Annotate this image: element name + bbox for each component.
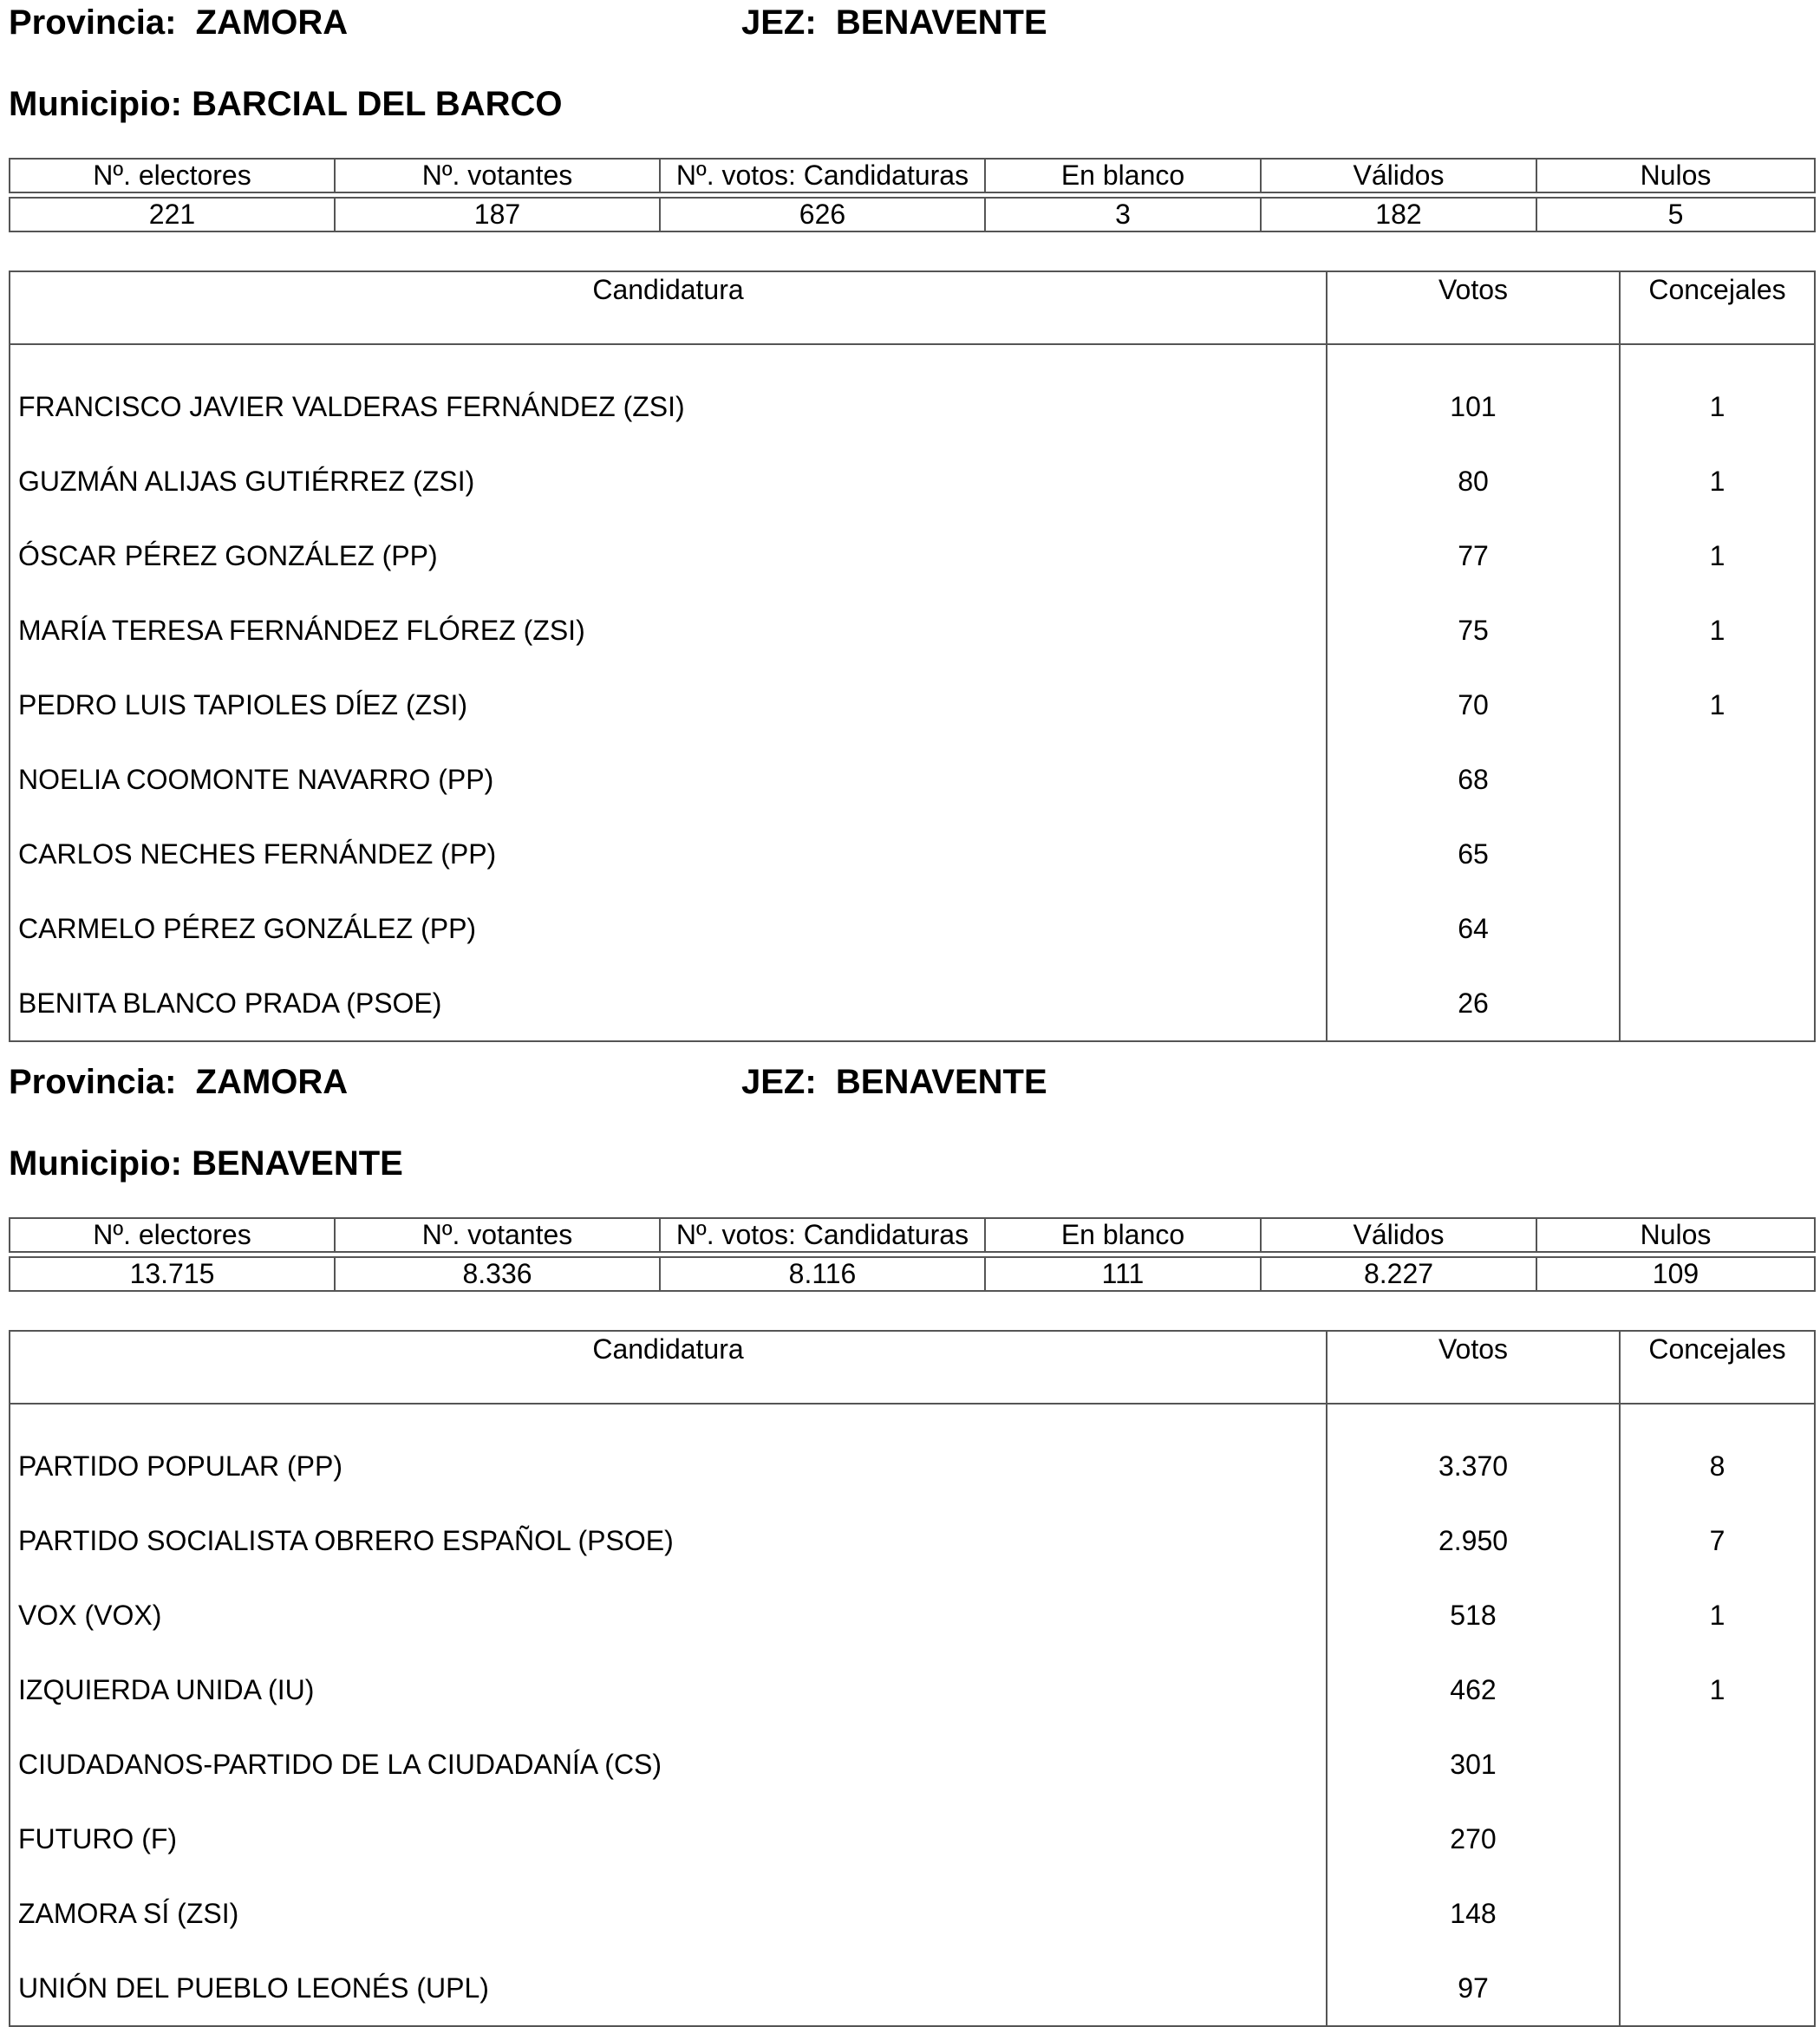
candidate-votes: 77	[1327, 518, 1620, 593]
table-row	[10, 1727, 1815, 1802]
candidate-votes: 75	[1327, 593, 1620, 668]
table-row	[10, 1876, 1815, 1951]
table-row	[10, 817, 1815, 891]
candidate-seats	[1620, 1876, 1815, 1951]
candidate-name: VOX (VOX)	[10, 1578, 1327, 1652]
candidate-seats: 1	[1620, 444, 1815, 518]
header-candidatura: Candidatura	[10, 271, 1327, 344]
stats-value-en-blanco: 3	[985, 198, 1261, 231]
candidate-votes: 68	[1327, 742, 1620, 817]
candidate-seats	[1620, 966, 1815, 1041]
municipio-value: BARCIAL DEL BARCO	[192, 85, 563, 123]
candidate-seats: 1	[1620, 1578, 1815, 1652]
candidate-name: BENITA BLANCO PRADA (PSOE)	[10, 966, 1327, 1041]
candidate-votes: 3.370	[1327, 1404, 1620, 1503]
municipio-value: BENAVENTE	[192, 1144, 403, 1183]
header-candidatura: Candidatura	[10, 1331, 1327, 1404]
stats-header-votos-candidaturas: Nº. votos: Candidaturas	[660, 159, 985, 192]
table-row	[10, 1503, 1815, 1578]
candidate-votes: 97	[1327, 1951, 1620, 2026]
provincia-heading	[9, 1065, 348, 1099]
stats-header-electores: Nº. electores	[10, 159, 335, 192]
table-row	[10, 444, 1815, 518]
candidate-name: PARTIDO POPULAR (PP)	[10, 1404, 1327, 1503]
candidate-name: IZQUIERDA UNIDA (IU)	[10, 1652, 1327, 1727]
table-row	[10, 742, 1815, 817]
municipio-heading	[9, 87, 563, 121]
municipio-label: Municipio:	[9, 1144, 182, 1183]
candidate-seats: 7	[1620, 1503, 1815, 1578]
candidate-seats	[1620, 891, 1815, 966]
jez-value: BENAVENTE	[835, 3, 1047, 42]
stats-header-votantes: Nº. votantes	[335, 159, 660, 192]
stats-value-nulos: 5	[1536, 198, 1815, 231]
provincia-label: Provincia:	[9, 1063, 177, 1101]
table-row	[10, 593, 1815, 668]
stats-value-validos: 8.227	[1261, 1257, 1536, 1291]
municipio-heading	[9, 1146, 403, 1181]
candidate-seats	[1620, 742, 1815, 817]
stats-header-validos: Válidos	[1261, 159, 1536, 192]
candidates-header-row	[10, 1331, 1815, 1404]
candidate-votes: 101	[1327, 344, 1620, 444]
candidate-votes: 65	[1327, 817, 1620, 891]
stats-value-electores: 221	[10, 198, 335, 231]
candidate-name: CARMELO PÉREZ GONZÁLEZ (PP)	[10, 891, 1327, 966]
provincia-label: Provincia:	[9, 3, 177, 42]
jez-value: BENAVENTE	[835, 1063, 1047, 1101]
table-row	[10, 1652, 1815, 1727]
table-row	[10, 518, 1815, 593]
stats-header-electores: Nº. electores	[10, 1218, 335, 1252]
stats-value-row	[10, 1257, 1815, 1291]
candidate-name: FRANCISCO JAVIER VALDERAS FERNÁNDEZ (ZSI)	[10, 344, 1327, 444]
jez-heading	[741, 1065, 1047, 1099]
header-concejales: Concejales	[1620, 271, 1815, 344]
stats-header-en-blanco: En blanco	[985, 159, 1261, 192]
stats-header-row	[10, 1218, 1815, 1252]
stats-value-votantes: 8.336	[335, 1257, 660, 1291]
candidate-seats: 1	[1620, 344, 1815, 444]
candidate-name: UNIÓN DEL PUEBLO LEONÉS (UPL)	[10, 1951, 1327, 2026]
stats-table	[9, 1217, 1816, 1292]
table-row	[10, 1578, 1815, 1652]
candidate-votes: 26	[1327, 966, 1620, 1041]
header-votos: Votos	[1327, 271, 1620, 344]
candidate-seats: 1	[1620, 1652, 1815, 1727]
stats-value-row	[10, 198, 1815, 231]
candidates-table	[9, 1330, 1816, 2027]
stats-value-votos-candidaturas: 8.116	[660, 1257, 985, 1291]
candidate-seats	[1620, 1951, 1815, 2026]
provincia-heading	[9, 5, 348, 40]
stats-value-electores: 13.715	[10, 1257, 335, 1291]
jez-label: JEZ:	[741, 3, 817, 42]
candidate-name: PARTIDO SOCIALISTA OBRERO ESPAÑOL (PSOE)	[10, 1503, 1327, 1578]
jez-label: JEZ:	[741, 1063, 817, 1101]
candidates-header-row	[10, 271, 1815, 344]
candidate-votes: 462	[1327, 1652, 1620, 1727]
candidate-seats: 1	[1620, 593, 1815, 668]
stats-value-en-blanco: 111	[985, 1257, 1261, 1291]
candidate-name: CARLOS NECHES FERNÁNDEZ (PP)	[10, 817, 1327, 891]
stats-value-nulos: 109	[1536, 1257, 1815, 1291]
stats-header-nulos: Nulos	[1536, 159, 1815, 192]
table-row	[10, 1951, 1815, 2026]
stats-header-votos-candidaturas: Nº. votos: Candidaturas	[660, 1218, 985, 1252]
header-concejales: Concejales	[1620, 1331, 1815, 1404]
stats-header-votantes: Nº. votantes	[335, 1218, 660, 1252]
candidate-votes: 270	[1327, 1802, 1620, 1876]
header-votos: Votos	[1327, 1331, 1620, 1404]
stats-value-validos: 182	[1261, 198, 1536, 231]
table-row	[10, 966, 1815, 1041]
candidate-votes: 518	[1327, 1578, 1620, 1652]
candidate-seats	[1620, 817, 1815, 891]
candidate-name: CIUDADANOS-PARTIDO DE LA CIUDADANÍA (CS)	[10, 1727, 1327, 1802]
stats-value-votos-candidaturas: 626	[660, 198, 985, 231]
candidate-seats: 8	[1620, 1404, 1815, 1503]
candidates-table	[9, 270, 1816, 1042]
stats-value-votantes: 187	[335, 198, 660, 231]
candidate-seats	[1620, 1802, 1815, 1876]
municipio-label: Municipio:	[9, 85, 182, 123]
candidate-votes: 64	[1327, 891, 1620, 966]
stats-table	[9, 158, 1816, 232]
table-row	[10, 344, 1815, 444]
candidate-votes: 148	[1327, 1876, 1620, 1951]
candidate-name: GUZMÁN ALIJAS GUTIÉRREZ (ZSI)	[10, 444, 1327, 518]
candidate-name: FUTURO (F)	[10, 1802, 1327, 1876]
candidate-seats: 1	[1620, 518, 1815, 593]
candidate-name: NOELIA COOMONTE NAVARRO (PP)	[10, 742, 1327, 817]
stats-header-en-blanco: En blanco	[985, 1218, 1261, 1252]
provincia-value: ZAMORA	[195, 3, 349, 42]
candidate-seats	[1620, 1727, 1815, 1802]
table-row	[10, 1802, 1815, 1876]
candidate-name: ZAMORA SÍ (ZSI)	[10, 1876, 1327, 1951]
table-row	[10, 891, 1815, 966]
jez-heading	[741, 5, 1047, 40]
provincia-value: ZAMORA	[195, 1063, 349, 1101]
stats-header-nulos: Nulos	[1536, 1218, 1815, 1252]
candidate-name: PEDRO LUIS TAPIOLES DÍEZ (ZSI)	[10, 668, 1327, 742]
candidate-votes: 70	[1327, 668, 1620, 742]
stats-header-row	[10, 159, 1815, 192]
candidate-votes: 80	[1327, 444, 1620, 518]
table-row	[10, 668, 1815, 742]
candidate-seats: 1	[1620, 668, 1815, 742]
candidate-votes: 2.950	[1327, 1503, 1620, 1578]
candidate-name: ÓSCAR PÉREZ GONZÁLEZ (PP)	[10, 518, 1327, 593]
table-row	[10, 1404, 1815, 1503]
candidate-votes: 301	[1327, 1727, 1620, 1802]
candidate-name: MARÍA TERESA FERNÁNDEZ FLÓREZ (ZSI)	[10, 593, 1327, 668]
stats-header-validos: Válidos	[1261, 1218, 1536, 1252]
